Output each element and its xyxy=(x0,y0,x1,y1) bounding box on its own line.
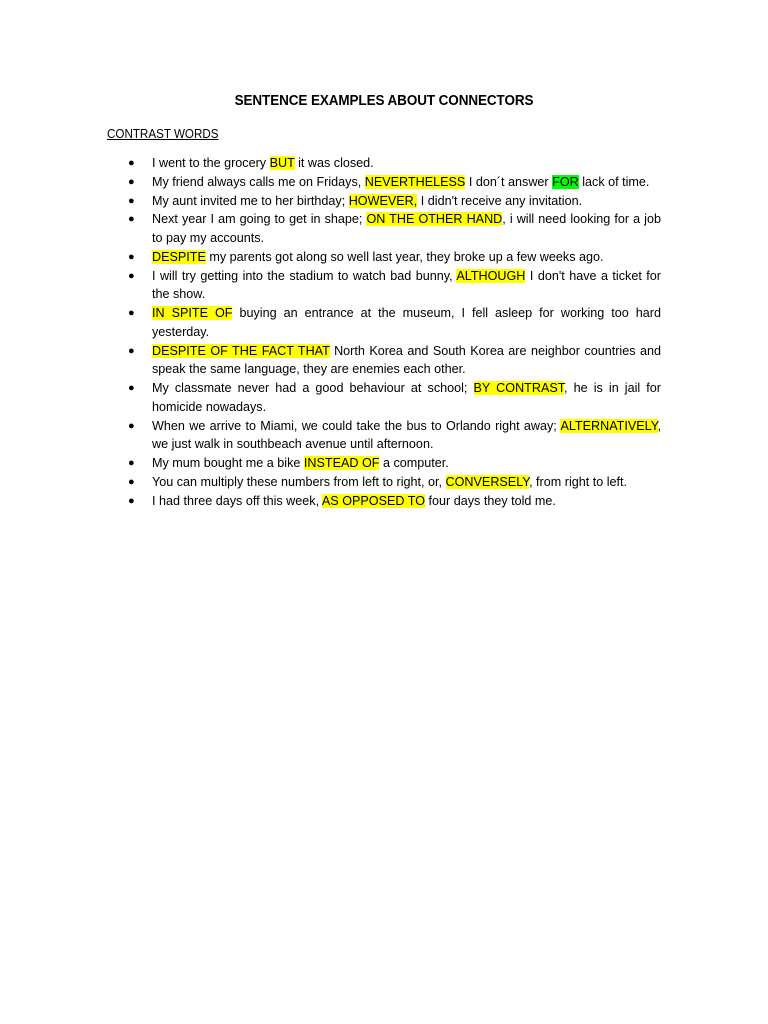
connector-highlight: ALTERNATIVELY xyxy=(560,418,658,433)
list-item xyxy=(126,417,661,455)
sentence-text: , he is in jail for homicide nowadays. xyxy=(152,381,661,414)
connector-highlight: INSTEAD OF xyxy=(303,456,380,470)
list-item xyxy=(126,267,661,305)
sentence-text: , i will need looking for a job to pay my accounts. xyxy=(152,212,661,245)
bullet-icon: ● xyxy=(128,175,135,188)
list-item xyxy=(126,304,661,342)
sentence-text: , from right to left. xyxy=(529,474,628,489)
bullet-icon: ● xyxy=(128,419,135,432)
sentence-text: it was closed. xyxy=(294,156,374,170)
list-item xyxy=(126,192,661,211)
connector-highlight: HOWEVER, xyxy=(348,193,418,208)
sentence-text: I went to the grocery xyxy=(152,156,270,170)
sentence-text: Next year I am going to get in shape; xyxy=(152,212,367,227)
bullet-icon: ● xyxy=(128,307,135,319)
sentence-text: My classmate never had a good behaviour at school; xyxy=(152,381,474,395)
sentence-text: I don't have a ticket for the show. xyxy=(152,268,661,302)
connector-highlight-green: FOR xyxy=(552,174,579,189)
sentence-text: a computer. xyxy=(379,456,449,470)
list-item xyxy=(126,473,661,492)
sentence-text: I had three days off this week, xyxy=(152,493,322,508)
sentence-text: , we just walk in southbeach avenue until afternoon. xyxy=(152,418,661,452)
sentence-text: four days they told me. xyxy=(425,493,556,508)
sentence-text: My mum bought me a bike xyxy=(152,456,304,470)
bullet-icon: ● xyxy=(128,250,135,263)
section-heading: CONTRAST WORDS xyxy=(107,127,219,141)
list-item xyxy=(126,492,661,511)
connector-highlight: AS OPPOSED TO xyxy=(321,493,426,508)
list-item xyxy=(126,173,661,192)
list-item xyxy=(126,210,661,248)
bullet-icon: ● xyxy=(128,344,135,357)
sentence-text: buying an entrance at the museum, I fell asleep for working too hard yesterday. xyxy=(152,306,661,339)
bullet-icon: ● xyxy=(128,194,135,207)
sentence-text: You can multiply these numbers from left to right, or, xyxy=(152,474,446,489)
connector-highlight: BY CONTRAST xyxy=(473,381,565,395)
connector-highlight: IN SPITE OF xyxy=(152,306,233,320)
bullet-icon: ● xyxy=(128,269,135,282)
list-item xyxy=(126,379,661,417)
connector-highlight: NEVERTHELESS xyxy=(364,174,466,189)
bullet-icon: ● xyxy=(128,475,135,488)
bullet-icon: ● xyxy=(128,213,135,226)
list-item xyxy=(126,342,661,380)
connector-highlight: DESPITE xyxy=(152,249,206,264)
bullet-icon: ● xyxy=(128,382,135,394)
sentence-text: My aunt invited me to her birthday; xyxy=(152,193,349,208)
page-title: SENTENCE EXAMPLES ABOUT CONNECTORS xyxy=(234,93,534,109)
bullet-icon: ● xyxy=(128,457,135,469)
sentence-text: I don´t answer xyxy=(465,174,553,189)
sentence-text: I will try getting into the stadium to watch bad bunny, xyxy=(152,268,457,283)
connector-highlight: CONVERSELY xyxy=(445,474,530,489)
sentence-text: lack of time. xyxy=(578,174,650,189)
list-item xyxy=(126,154,661,173)
sentence-text: My friend always calls me on Fridays, xyxy=(152,174,365,189)
sentence-text: North Korea and South Korea are neighbor countries and speak the same language, they are enemies each other. xyxy=(152,343,661,377)
list-item xyxy=(126,454,661,473)
list-item xyxy=(126,248,661,267)
sentence-text: When we arrive to Miami, we could take the bus to Orlando right away; xyxy=(152,418,561,433)
connector-highlight: ALTHOUGH xyxy=(456,268,526,283)
example-sentence-list xyxy=(126,154,661,510)
bullet-icon: ● xyxy=(128,494,135,507)
bullet-icon: ● xyxy=(128,157,135,169)
connector-highlight: DESPITE OF THE FACT THAT xyxy=(152,343,330,358)
connector-highlight: ON THE OTHER HAND xyxy=(366,212,503,227)
sentence-text: my parents got along so well last year, they broke up a few weeks ago. xyxy=(205,249,604,264)
connector-highlight: BUT xyxy=(269,156,295,170)
sentence-text: I didn't receive any invitation. xyxy=(417,193,583,208)
